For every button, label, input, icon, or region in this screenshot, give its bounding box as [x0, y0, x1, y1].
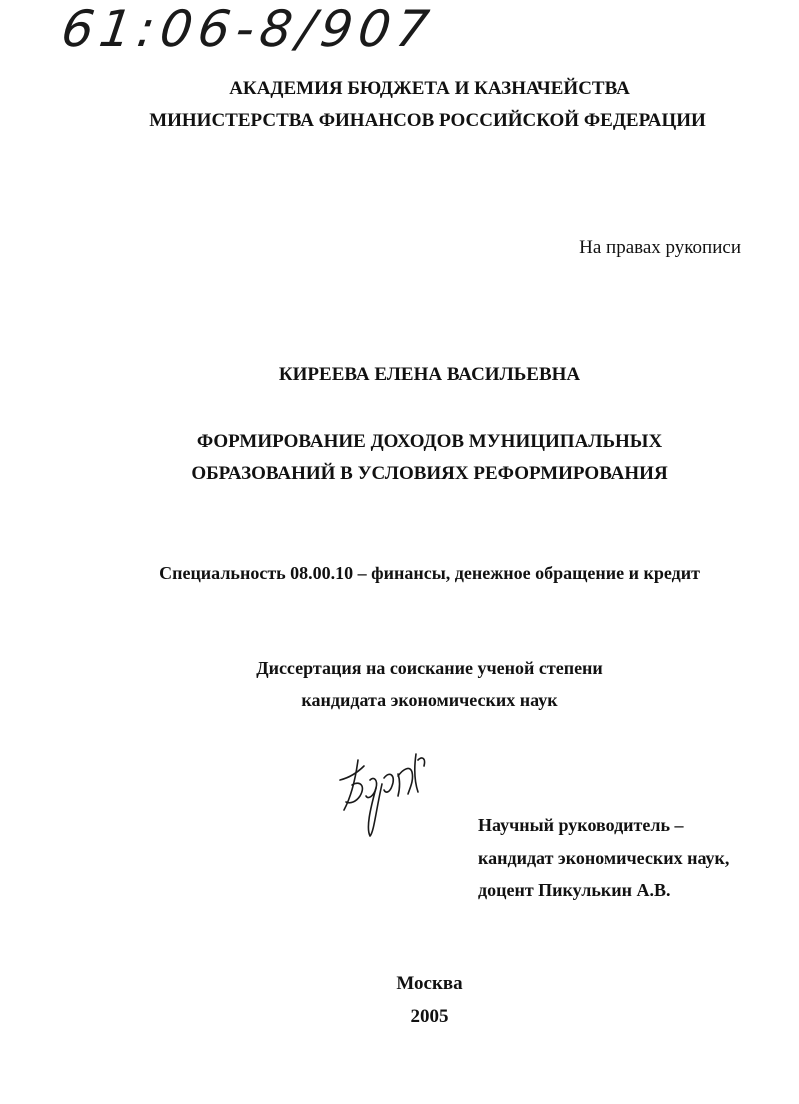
institution-line-2: МИНИСТЕРСТВА ФИНАНСОВ РОССИЙСКОЙ ФЕДЕРАЦИИ: [149, 110, 706, 131]
handwritten-signature-icon: [330, 740, 440, 840]
degree-line-1: Диссертация на соискание ученой степени: [256, 658, 603, 678]
institution-line-1: АКАДЕМИЯ БЮДЖЕТА И КАЗНАЧЕЙСТВА: [229, 78, 630, 99]
city: Москва: [396, 973, 463, 994]
supervisor-line-2: кандидат экономических наук,: [478, 848, 730, 868]
manuscript-note: На правах рукописи: [579, 237, 741, 258]
specialty: Специальность 08.00.10 – финансы, денежное обращение и кредит: [159, 563, 700, 583]
supervisor-line-1: Научный руководитель –: [478, 815, 684, 835]
dissertation-title-line-2: ОБРАЗОВАНИЙ В УСЛОВИЯХ РЕФОРМИРОВАНИЯ: [191, 463, 668, 484]
archive-code: 61:06-8/907: [57, 0, 439, 58]
author-name: КИРЕЕВА ЕЛЕНА ВАСИЛЬЕВНА: [278, 364, 581, 385]
dissertation-title-line-1: ФОРМИРОВАНИЕ ДОХОДОВ МУНИЦИПАЛЬНЫХ: [196, 431, 663, 452]
supervisor-line-3: доцент Пикулькин А.В.: [478, 880, 671, 900]
year: 2005: [410, 1006, 449, 1027]
degree-line-2: кандидата экономических наук: [301, 690, 558, 710]
